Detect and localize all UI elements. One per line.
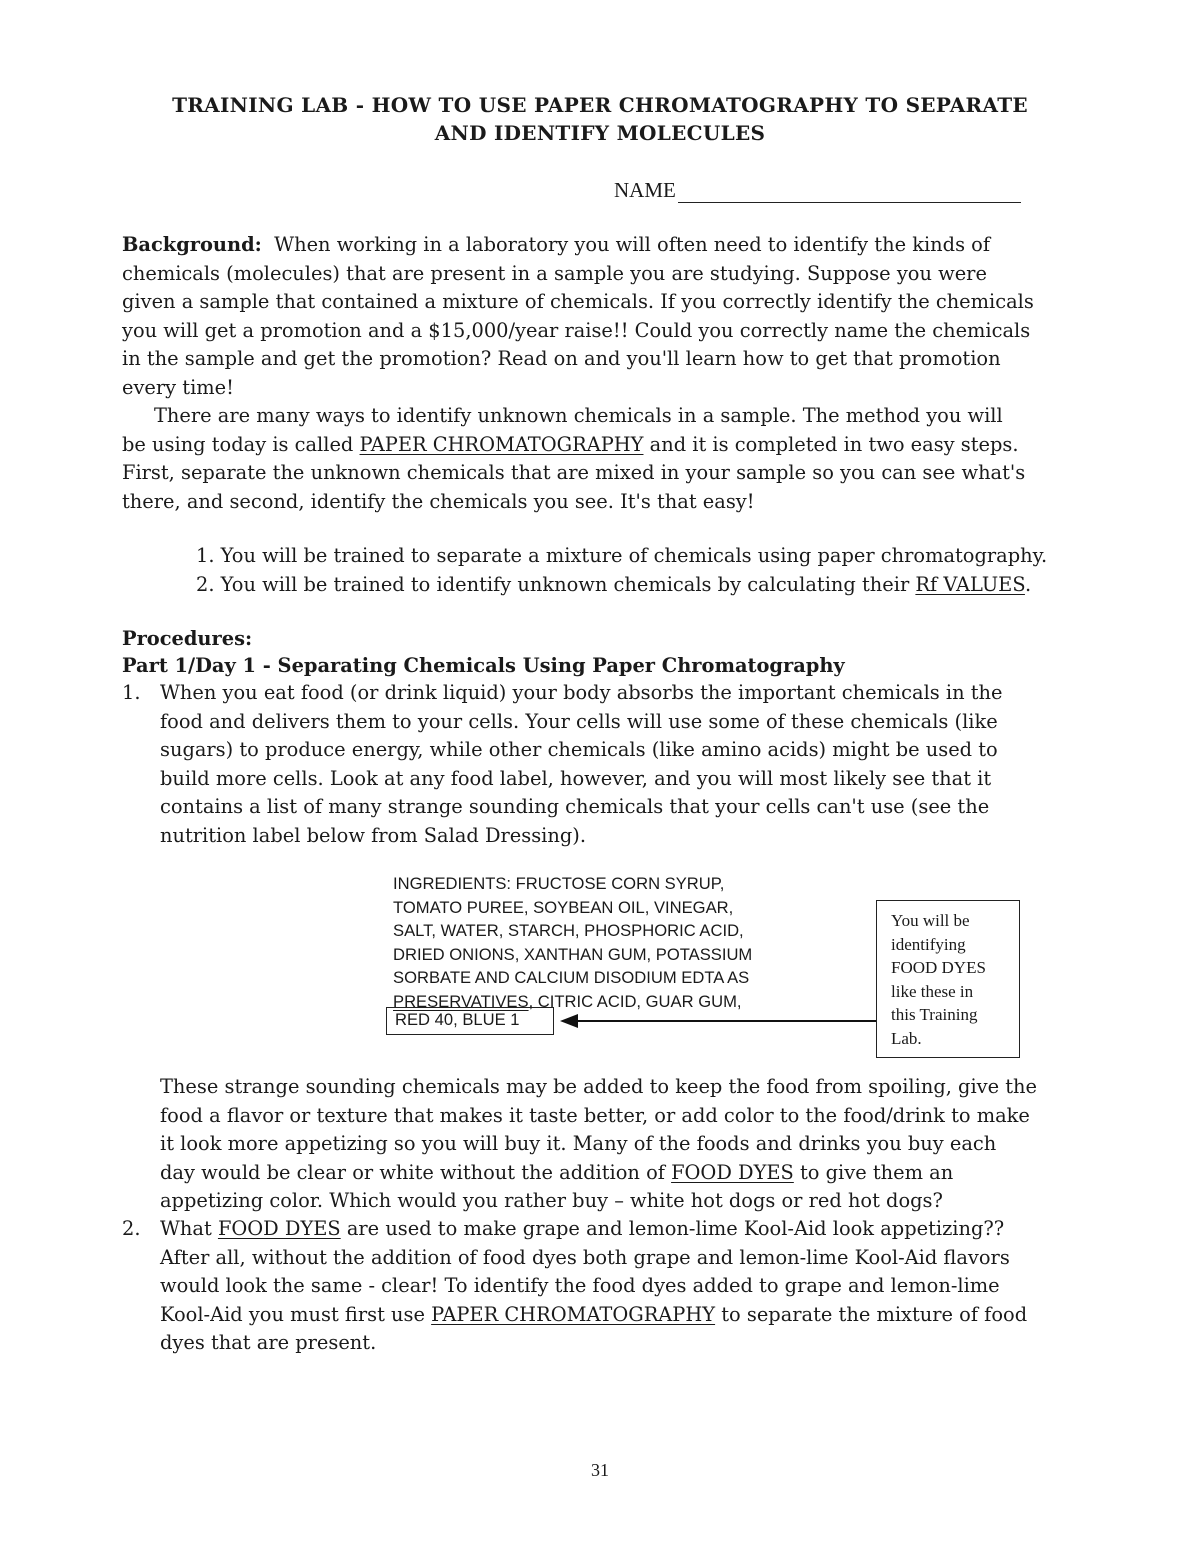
background-line: There are many ways to identify unknown chemicals in a sample. The method you will	[154, 404, 1003, 427]
step-line: What FOOD DYES are used to make grape and lemon-lime Kool-Aid look appetizing??	[160, 1217, 1005, 1240]
callout-line: Lab.	[891, 1028, 922, 1048]
step-line: When you eat food (or drink liquid) your body absorbs the important chemicals in the	[160, 681, 1003, 704]
step-line: dyes that are present.	[160, 1331, 377, 1354]
step-1-continued-body	[160, 1073, 1095, 1216]
step-line: day would be clear or white without the addition of FOOD DYES to give them an	[160, 1160, 954, 1184]
step-line: appetizing color. Which would you rather buy – white hot dogs or red hot dogs?	[160, 1189, 943, 1212]
goal-item: 1. You will be trained to separate a mixture of chemicals using paper chromatography.	[196, 544, 1048, 567]
step-number: 1.	[122, 681, 141, 704]
callout-line: You will be	[891, 911, 970, 930]
background-line: First, separate the unknown chemicals that are mixed in your sample so you can see what's	[122, 461, 1026, 484]
step-line: contains a list of many strange sounding chemicals that your cells can't use (see the	[160, 795, 990, 818]
step-line: Kool-Aid you must first use PAPER CHROMATOGRAPHY to separate the mixture of food	[160, 1302, 1028, 1326]
food-dyes-term: FOOD DYES	[671, 1160, 794, 1184]
step-line: it look more appetizing so you will buy it. Many of the foods and drinks you buy each	[160, 1132, 997, 1155]
background-line: in the sample and get the promotion? Read on and you'll learn how to get that promotion	[122, 347, 1001, 370]
step-line: These strange sounding chemicals may be added to keep the food from spoiling, give the	[160, 1075, 1038, 1098]
paper-chromatography-term: PAPER CHROMATOGRAPHY	[431, 1302, 716, 1326]
callout-line: like these in	[891, 981, 974, 1001]
ingredients-line: TOMATO PUREE, SOYBEAN OIL, VINEGAR,	[393, 897, 734, 917]
page-title-line-1: TRAINING LAB - HOW TO USE PAPER CHROMATOGRAPHY TO SEPARATE	[172, 93, 1028, 117]
callout-line: this Training	[891, 1005, 978, 1024]
name-label: NAME	[614, 178, 676, 202]
name-blank-line[interactable]	[678, 182, 1021, 203]
food-dyes-term: FOOD DYES	[217, 1217, 341, 1240]
goal-item: 2. You will be trained to identify unknown chemicals by calculating their Rf VALUES.	[196, 573, 1032, 596]
food-dye-highlight-box	[386, 1007, 554, 1035]
step-line: would look the same - clear! To identify the food dyes added to grape and lemon-lime	[160, 1274, 1000, 1297]
step-line: nutrition label below from Salad Dressing).	[160, 823, 586, 847]
callout-line: FOOD DYES	[891, 958, 986, 977]
background-line: you will get a promotion and a $15,000/year raise!! Could you correctly name the chemicals	[122, 318, 1031, 342]
procedures-heading: Procedures:	[122, 627, 253, 650]
page-number: 31	[591, 1460, 609, 1480]
step-line: build more cells. Look at any food label, however, and you will most likely see that it	[160, 766, 992, 790]
food-dye-highlight-text: RED 40, BLUE 1	[395, 1010, 520, 1029]
step-line: food and delivers them to your cells. Your cells will use some of these chemicals (like	[160, 709, 998, 733]
step-line: After all, without the addition of food dyes both grape and lemon-lime Kool-Aid flavors	[160, 1245, 1010, 1269]
step-1-body	[160, 679, 1095, 850]
part1-heading: Part 1/Day 1 - Separating Chemicals Using Paper Chromatography	[122, 654, 845, 677]
ingredients-line: INGREDIENTS: FRUCTOSE CORN SYRUP,	[393, 874, 725, 893]
background-heading: Background:	[122, 233, 262, 256]
background-line: given a sample that contained a mixture of chemicals. If you correctly identify the chemicals	[122, 290, 1034, 313]
background-line: Background: When working in a laboratory you will often need to identify the kinds of	[122, 233, 991, 256]
rf-values-term: Rf VALUES	[915, 573, 1025, 596]
background-line: every time!	[122, 375, 234, 399]
ingredients-line: PRESERVATIVES, CITRIC ACID, GUAR GUM,	[393, 991, 742, 1011]
ingredients-label	[393, 872, 838, 1013]
background-line: chemicals (molecules) that are present in a sample you are studying. Suppose you were	[122, 261, 987, 285]
goals-list	[196, 541, 1096, 599]
page-title-line-2: AND IDENTIFY MOLECULES	[434, 121, 766, 145]
step-2-body	[160, 1215, 1095, 1358]
step-line: sugars) to produce energy, while other chemicals (like amino acids) might be used to	[160, 738, 998, 761]
ingredients-line: DRIED ONIONS, XANTHAN GUM, POTASSIUM	[393, 944, 753, 964]
background-line: there, and second, identify the chemicals you see. It's that easy!	[122, 489, 755, 513]
callout-box	[876, 900, 1020, 1058]
callout-line: identifying	[891, 934, 966, 954]
ingredients-line: SORBATE AND CALCIUM DISODIUM EDTA AS	[393, 968, 750, 987]
step-line: food a flavor or texture that makes it taste better, or add color to the food/drink to make	[160, 1103, 1030, 1127]
background-line: be using today is called PAPER CHROMATOGRAPHY and it is completed in two easy steps.	[122, 432, 1019, 456]
ingredients-line: SALT, WATER, STARCH, PHOSPHORIC ACID,	[393, 921, 744, 940]
step-number: 2.	[122, 1217, 141, 1240]
paper-chromatography-term: PAPER CHROMATOGRAPHY	[359, 432, 644, 456]
background-section	[122, 231, 1097, 516]
name-field	[614, 178, 1021, 203]
left-arrow-icon	[560, 1011, 878, 1031]
